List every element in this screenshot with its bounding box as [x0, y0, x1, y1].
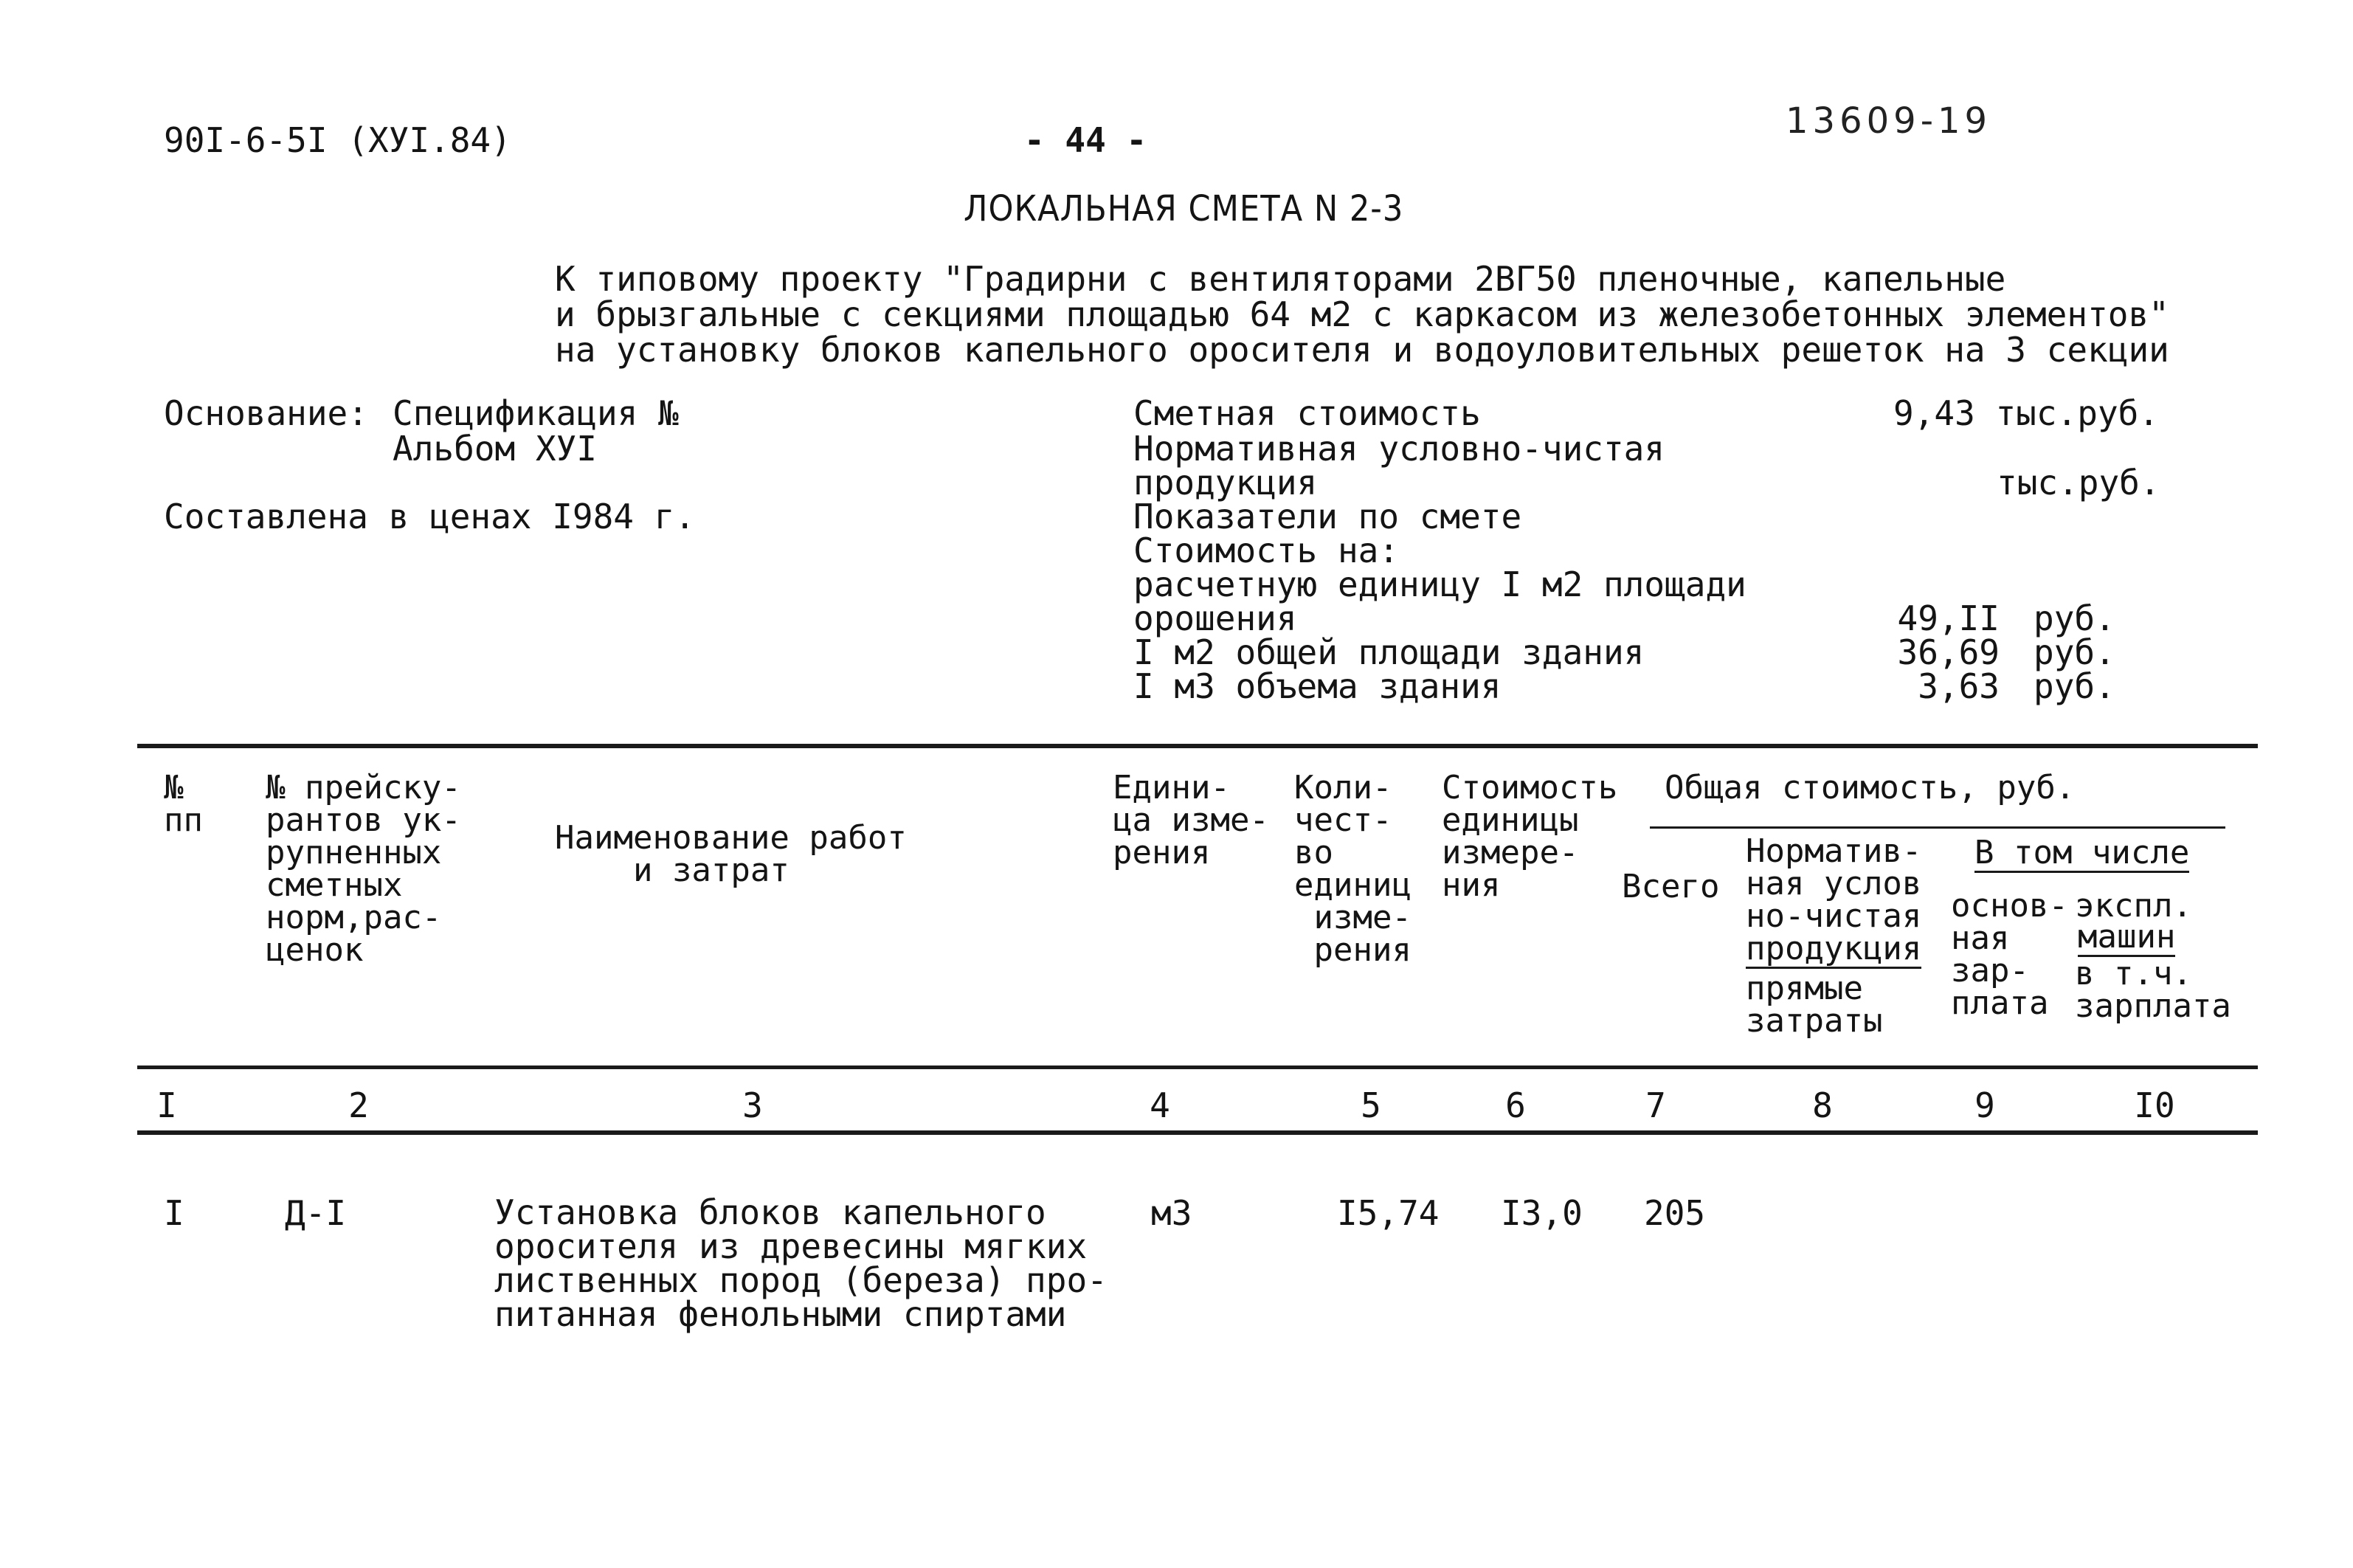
- basis-label: Основание:: [164, 393, 368, 433]
- header-col-unit-cost: Стоимость единицы измере- ния: [1442, 769, 1618, 904]
- prices-year: Составлена в ценах I984 г.: [164, 497, 696, 536]
- column-number-10: I0: [2134, 1085, 2175, 1125]
- document-code: 90I-6-5I (ХУI.84): [164, 120, 511, 160]
- total-area-label: I м2 общей площади здания: [1133, 632, 1645, 672]
- normative-label-2: продукция: [1133, 463, 1318, 502]
- column-number-1: I: [156, 1085, 177, 1125]
- estimated-cost-value: 9,43 тыс.руб.: [1893, 393, 2160, 433]
- header-col-num: № пп: [164, 769, 203, 839]
- page-number: - 44 -: [1024, 120, 1147, 160]
- archive-number: 13609-19: [1786, 100, 1992, 142]
- header-col-machines-b: машин: [2078, 918, 2176, 956]
- row-unit: м3: [1151, 1193, 1192, 1233]
- basis-album: Альбом ХУI: [393, 429, 597, 469]
- basis-spec: Спецификация №: [393, 393, 679, 433]
- column-number-4: 4: [1150, 1085, 1170, 1125]
- subtitle-line-2: и брызгальные с секциями площадью 64 м2 с каркасом из железобетонных элементов": [555, 294, 2169, 334]
- header-col-name: Наименование работ и затрат: [555, 819, 907, 889]
- total-area-unit: руб.: [2034, 632, 2115, 672]
- header-col-price-code: № прейску- рантов ук- рупненных сметных норм,рас- ценок: [266, 769, 461, 969]
- estimated-cost-label: Сметная стоимость: [1133, 393, 1481, 433]
- subtitle-line-3: на установку блоков капельного оросителя и водоуловительных решеток на 3 секции: [555, 330, 2169, 370]
- column-number-7: 7: [1645, 1085, 1666, 1125]
- unit-area-value: 49,II: [1897, 598, 2000, 638]
- unit-area-label-2: орошения: [1133, 598, 1297, 638]
- column-number-8: 8: [1812, 1085, 1833, 1125]
- indicators-label: Показатели по смете: [1133, 497, 1522, 536]
- row-quantity: I5,74: [1337, 1193, 1440, 1233]
- header-including: В том числе: [1974, 834, 2190, 871]
- header-bottom-rule: [137, 1066, 2258, 1069]
- header-col-base-salary: основ- ная зар- плата: [1951, 887, 2068, 1022]
- row-unit-cost: I3,0: [1501, 1193, 1583, 1233]
- column-number-2: 2: [348, 1085, 369, 1125]
- normative-value: тыс.руб.: [1997, 463, 2160, 502]
- row-work-name: Установка блоков капельного оросителя из древесины мягких лиственных пород (береза) про- питанная фенольными спиртами: [494, 1192, 1108, 1334]
- column-number-6: 6: [1505, 1085, 1526, 1125]
- unit-area-label-1: расчетную единицу I м2 площади: [1133, 564, 1746, 604]
- normative-label-1: Нормативная условно-чистая: [1133, 429, 1665, 469]
- header-col-unit: Едини- ца изме- рения: [1113, 769, 1269, 871]
- column-numbers-rule: [137, 1130, 2258, 1135]
- column-number-3: 3: [742, 1085, 763, 1125]
- cost-per-label: Стоимость на:: [1133, 531, 1400, 570]
- header-col-normative: Норматив- ная услов но-чистая: [1746, 832, 1922, 935]
- header-col-machines: экспл.: [2075, 887, 2192, 925]
- total-cost-underline: [1650, 826, 2225, 829]
- volume-unit: руб.: [2034, 666, 2115, 706]
- unit-area-unit: руб.: [2034, 598, 2115, 638]
- total-area-value: 36,69: [1897, 632, 2000, 672]
- document-title: ЛОКАЛЬНАЯ СМЕТА N 2-3: [964, 188, 1404, 229]
- header-total-cost: Общая стоимость, руб.: [1665, 769, 2076, 807]
- row-price-code: Д-I: [285, 1193, 347, 1233]
- header-col-normative-product: продукция: [1746, 930, 1922, 967]
- subtitle-line-1: К типовому проекту "Градирни с вентиляторами 2ВГ50 пленочные, капельные: [555, 259, 2006, 299]
- volume-value: 3,63: [1918, 666, 2000, 706]
- header-col-total: Всего: [1622, 868, 1720, 905]
- header-col-direct-costs: прямые затраты: [1746, 970, 1883, 1040]
- row-total: 205: [1644, 1193, 1706, 1233]
- header-col-qty: Коли- чест- во единиц изме- рения: [1294, 769, 1412, 969]
- volume-label: I м3 объема здания: [1133, 666, 1502, 706]
- column-number-9: 9: [1974, 1085, 1995, 1125]
- header-col-machines-salary: в т.ч. зарплата: [2075, 955, 2231, 1025]
- table-top-rule: [137, 744, 2258, 748]
- row-number: I: [164, 1193, 184, 1233]
- column-number-5: 5: [1361, 1085, 1381, 1125]
